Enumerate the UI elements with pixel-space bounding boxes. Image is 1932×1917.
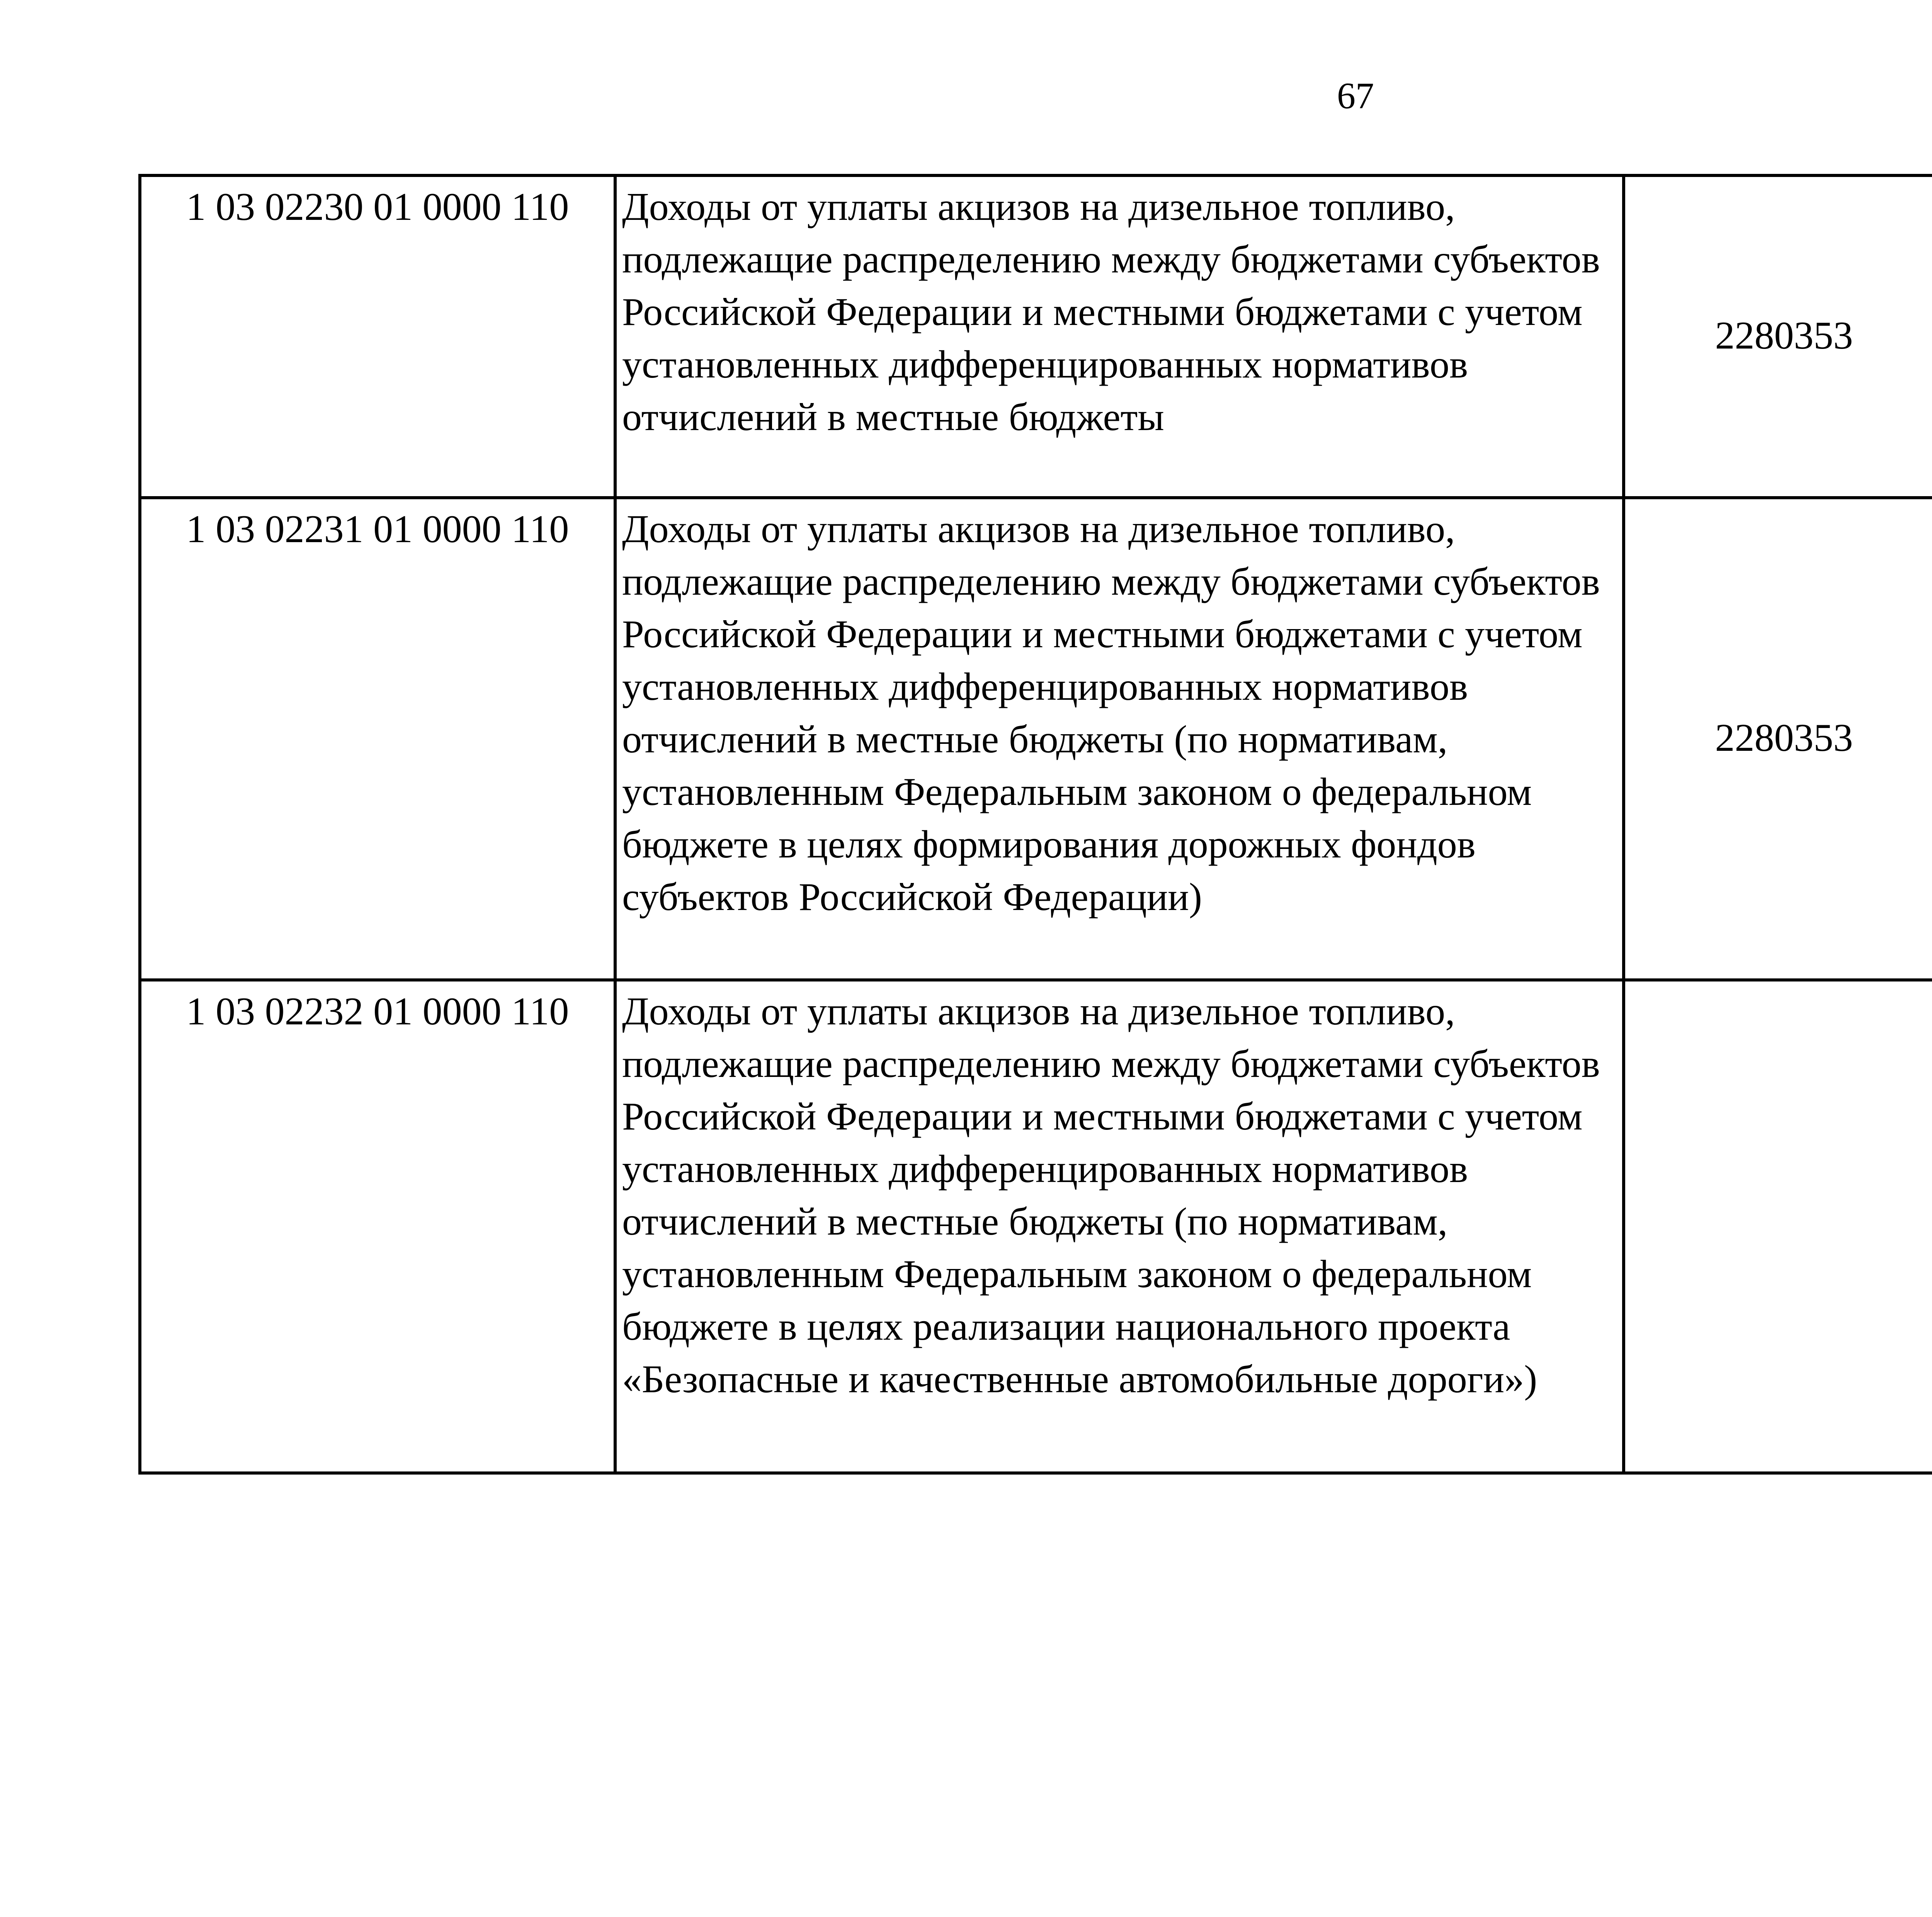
table-row [140, 175, 1932, 498]
revenue-description: Доходы от уплаты акцизов на дизельное топливо, подлежащие распределению между бюджетами субъектов Российской Федерации и местными бюджетами с учетом установленных дифференцированных нормативов отчислений в местные бюджеты (по нормативам, установленным Федеральным законом о федеральном бюджете в целях реализации национального проекта «Безопасные и качественные автомобильные дороги») [615, 980, 1624, 1473]
revenue-description: Доходы от уплаты акцизов на дизельное топливо, подлежащие распределению между бюджетами субъектов Российской Федерации и местными бюджетами с учетом установленных дифференцированных нормативов отчислений в местные бюджеты [615, 175, 1624, 498]
value-year-1 [1624, 980, 1932, 1473]
budget-classification-code: 1 03 02232 01 0000 110 [140, 980, 615, 1473]
budget-classification-code: 1 03 02231 01 0000 110 [140, 498, 615, 980]
table-row [140, 498, 1932, 980]
revenue-description: Доходы от уплаты акцизов на дизельное топливо, подлежащие распределению между бюджетами субъектов Российской Федерации и местными бюджетами с учетом установленных дифференцированных нормативов отчислений в местные бюджеты (по нормативам, установленным Федеральным законом о федеральном бюджете в целях формирования дорожных фондов субъектов Российской Федерации) [615, 498, 1624, 980]
page-number: 67 [1337, 75, 1374, 116]
budget-revenue-table [138, 174, 1932, 1475]
value-year-1: 2280353 [1624, 175, 1932, 498]
budget-classification-code: 1 03 02230 01 0000 110 [140, 175, 615, 498]
table-row [140, 980, 1932, 1473]
value-year-1: 2280353 [1624, 498, 1932, 980]
